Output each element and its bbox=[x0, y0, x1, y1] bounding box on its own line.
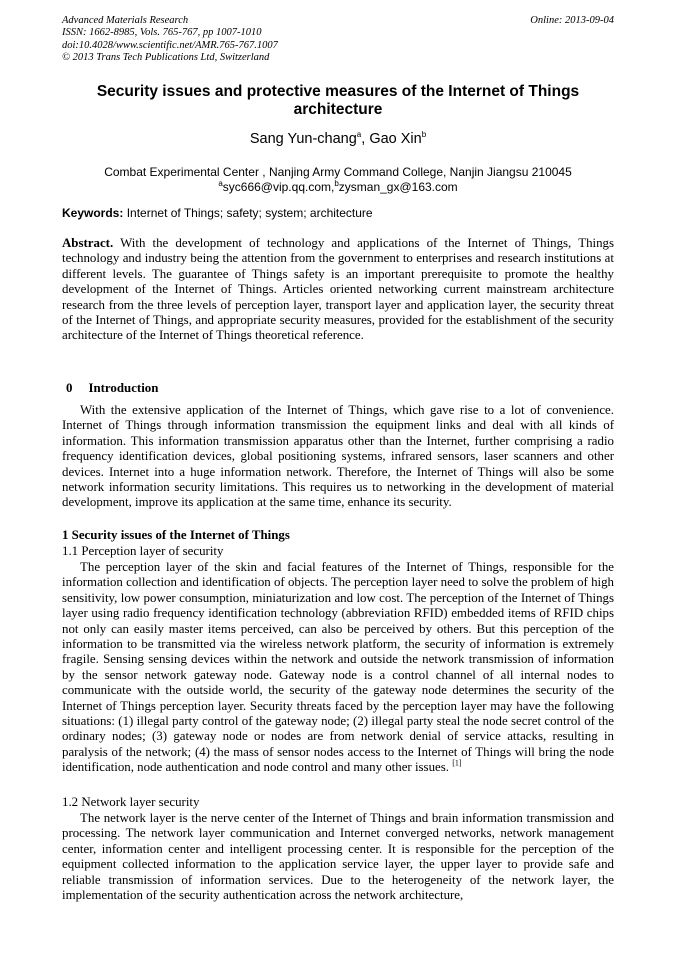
author-2-sup: b bbox=[421, 130, 427, 140]
doi-line: doi:10.4028/www.scientific.net/AMR.765-767.1007 bbox=[62, 39, 278, 51]
journal-header bbox=[62, 15, 278, 65]
author-1: Sang Yun-chang bbox=[249, 131, 357, 147]
email-a-sup: a bbox=[218, 178, 223, 188]
keywords bbox=[62, 206, 614, 221]
subsection-heading-1-2: 1.2 Network layer security bbox=[62, 795, 200, 809]
copyright-line: © 2013 Trans Tech Publications Ltd, Switzerland bbox=[62, 52, 270, 64]
author-separator: , bbox=[361, 131, 370, 147]
perception-layer-paragraph bbox=[62, 560, 614, 776]
author-1-sup: a bbox=[356, 130, 362, 140]
affiliation: Combat Experimental Center , Nanjing Army Command College, Nanjin Jiangsu 210045 bbox=[104, 165, 572, 179]
subsection-heading-1-1: 1.1 Perception layer of security bbox=[62, 544, 224, 558]
intro-number: 0 bbox=[66, 381, 73, 395]
perception-layer-text: The perception layer of the skin and facial features of the Internet of Things, responsible for the information collection and identification of objects. The perception layer need to solve the problem of high sensitivity, low power consumption, miniaturization and low cost. The perception of the Internet of Things layer using radio frequency identification technology (abbreviation RFID) embedded items of RFID chips not only can easily master items perceived, can also be perceived by others. But this perception of the information to be transmitted via the wireless network platform, the security of information is extremely fragile. Sensing sensing devices within the network and outside the network transmission of information by the sensor network gateway node. Gateway node is a control channel of all internal nodes to communicate with the outside world, the security of the gateway node determines the security of the Internet of Things perception layer. Security threats faced by the perception layer may have the following situations: (1) illegal party control of the gateway node; (2) illegal party steal the node secret control of the ordinary nodes; (3) gateway node or nodes are from network denial of service attacks, resulting in paralysis of the network; (4) the mass of sensor nodes access to the Internet of Things will bring the node identification, node authentication and node control and many other issues. bbox=[62, 560, 614, 775]
journal-name: Advanced Materials Research bbox=[62, 15, 189, 26]
keywords-label: Keywords: bbox=[62, 206, 124, 220]
introduction-paragraph: With the extensive application of the Internet of Things, which gave rise to a lot of convenience. Internet of Things through information transmission the equipment links and deal with all kinds of information. This information transmission apparatus other than the Internet, further comprising a radio frequency identification devices, global positioning systems, infrared sensors, laser scanners and other devices. Internet into a huge information network. Therefore, the Internet of Things will also be some network information security limitations. This requires us to networking in the development of material development, improve its application at the same time, enhance its security. bbox=[62, 403, 614, 510]
abstract-label: Abstract. bbox=[62, 236, 114, 250]
intro-title: Introduction bbox=[88, 381, 159, 395]
section-heading-1: 1 Security issues of the Internet of Things bbox=[62, 528, 290, 542]
abstract-text: With the development of technology and applications of the Internet of Things, Things technology and industry being the attention from the government to enterprises and research institutions at different levels. The guarantee of Things safety is an important prerequisite to promote the healthy development of the Internet of Things. Articles oriented networking current mainstream architecture research from the three levels of perception layer, transport layer and application layer, the security threat of the Internet of Things, and appropriate security measures, provided for the establishment of the security architecture of the Internet of Things theoretical reference. bbox=[62, 236, 614, 343]
email-b: zysman_gx@163.com bbox=[338, 179, 458, 194]
section-heading-introduction bbox=[66, 381, 158, 396]
paper-title: Security issues and protective measures of the Internet of Things architecture bbox=[96, 83, 580, 118]
emails bbox=[62, 180, 614, 195]
affiliation-block bbox=[62, 165, 614, 194]
abstract bbox=[62, 236, 614, 344]
issn-line: ISSN: 1662-8985, Vols. 765-767, pp 1007-1010 bbox=[62, 27, 262, 39]
online-date: Online: 2013-09-04 bbox=[530, 15, 614, 26]
author-2: Gao Xin bbox=[369, 131, 422, 147]
citation-1: [1] bbox=[452, 758, 462, 768]
email-a: syc666@vip.qq.com, bbox=[222, 179, 335, 194]
keywords-text: Internet of Things; safety; system; architecture bbox=[126, 206, 373, 220]
email-b-sup: b bbox=[334, 178, 339, 188]
network-layer-paragraph: The network layer is the nerve center of the Internet of Things and brain information transmission and processing. The network layer communication and Internet converged networks, network management center, information center and intelligent processing center. It is responsible for the perception of the equipment collected information to the application service layer, the upper layer to provide safe and reliable transmission of information services. Due to the heterogeneity of the network layer, the implementation of the security authentication across the network architecture, bbox=[62, 811, 614, 903]
author-line bbox=[62, 130, 614, 148]
